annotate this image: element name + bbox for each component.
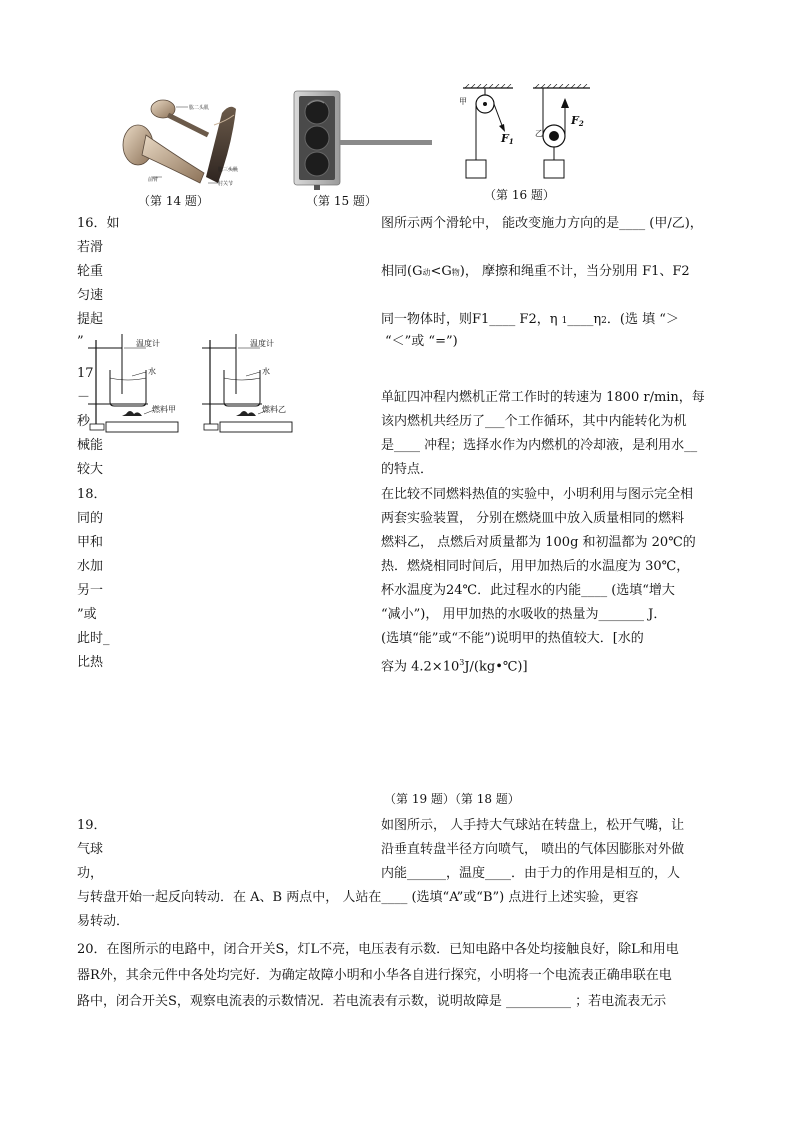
q20-line-2: 器R外，其余元件中各处均完好．为确定故障小明和小华各自进行探究，小明将一个电流表正确串联在电 [77, 968, 672, 983]
q17-right-5: 的特点． [381, 462, 434, 477]
q16-left-5: 提起 [77, 312, 104, 327]
q18-left-1: 18． [77, 487, 107, 502]
q18-right-6: “减小”)， 用甲加热的水吸收的热量为_______ J． [381, 607, 667, 622]
force-label-f1: F1 [501, 132, 514, 146]
q16-right-3: 相同(G动<G物)， 摩擦和绳重不计，当分别用 F1、F2 [381, 264, 690, 279]
q18-right-5: 杯水温度为24℃．此过程水的内能____ (选填“增大 [381, 583, 675, 598]
q17-left-1: 17 [77, 366, 94, 381]
q17-left-3: 秒 [77, 414, 91, 429]
caption-fig15: （第 15 题） [306, 194, 377, 208]
q19-right-3: 内能______，温度____．由于力的作用是相互的，人 [381, 866, 681, 881]
q17-right-4: 是____ 冲程；选择水作为内燃机的冷却液，是利用水__ [381, 438, 698, 453]
q18-right-8: 容为 $4.2\times 10^3J/(kg•℃)$] [381, 658, 528, 675]
q16-right-5: 同一物体时，则F1____ F2，η 1____η2．(选 填 “＞ [381, 312, 679, 327]
q18-left-2: 同的 [77, 511, 104, 526]
q18-left-8: 比热 [77, 655, 104, 670]
q18-right-4: 热．燃烧相同时间后，用甲加热后的水温度为 30℃， [381, 559, 690, 574]
q19-line-4: 与转盘开始一起反向转动．在 A、B 两点中， 人站在____ (选填“A”或“B”) 点进行上述实验，更容 [77, 890, 639, 905]
arm-label-forearm: 前臂 [148, 177, 159, 183]
apparatus-a-fuel-label: 燃料甲 [152, 405, 176, 414]
apparatus-a-thermometer-label: 温度计 [136, 339, 160, 348]
q18-left-5: 另一 [77, 583, 104, 598]
q18-right-3: 燃料乙， 点燃后对质量都为 100g 和初温都为 20℃的 [381, 535, 696, 550]
q16-left-3: 轮重 [77, 264, 104, 279]
q17-left-5: 较大 [77, 462, 104, 477]
q18-left-7: 此时_ [77, 631, 110, 646]
q18-right-1: 在比较不同燃料热值的实验中，小明利用与图示完全相 [381, 487, 694, 502]
q20-line-3: 路中，闭合开关S，观察电流表的示数情况．若电流表有示数，说明故障是 __________ ；若电流表无示 [77, 994, 667, 1009]
q16-left-2: 若滑 [77, 240, 104, 255]
q19-left-2: 气球 [77, 842, 104, 857]
q17-left-2: － [77, 390, 91, 405]
apparatus-a-water-label: 水 [148, 367, 156, 376]
traffic-light-figure [290, 85, 435, 190]
q16-right-1: 图所示两个滑轮中， 能改变施力方向的是____ (甲/乙)， [381, 216, 703, 231]
q18-right-7: (选填“能”或“不能”)说明甲的热值较大．[水的 [381, 631, 644, 646]
pulley-label-yi: 乙 [535, 129, 543, 138]
q16-right-6: “＜”或 “=”) [385, 334, 458, 349]
fuel-heating-apparatus-figure [86, 326, 296, 438]
q16-left-4: 匀速 [77, 288, 104, 303]
q17-right-2: 单缸四冲程内燃机正常工作时的转速为 1800 r/min，每 [381, 390, 705, 405]
q17-left-4: 械能 [77, 438, 104, 453]
apparatus-b-fuel-label: 燃料乙 [262, 405, 286, 414]
q17-right-3: 该内燃机共经历了___个工作循环，其中内能转化为机 [381, 414, 687, 429]
arm-muscle-figure [118, 95, 258, 190]
force-label-f2: F2 [571, 114, 584, 128]
apparatus-b-thermometer-label: 温度计 [250, 339, 274, 348]
caption-fig14: （第 14 题） [138, 194, 209, 208]
q16-left-1: 16．如 [77, 216, 120, 231]
pulley-figure [455, 84, 605, 188]
q18-left-4: 水加 [77, 559, 104, 574]
q20-line-1: 20．在图所示的电路中，闭合开关S，灯L不亮，电压表有示数．已知电路中各处均接触良好，除L和用电 [77, 942, 679, 957]
q19-left-3: 功， [77, 866, 104, 881]
caption-fig19-fig18: （第 19 题）（第 18 题） [384, 792, 520, 806]
q19-line-5: 易转动． [77, 914, 130, 929]
q19-right-1: 如图所示， 人手持大气球站在转盘上，松开气嘴，让 [381, 818, 685, 833]
q19-left-1: 19． [77, 818, 107, 833]
q19-right-2: 沿垂直转盘半径方向喷气， 喷出的气体因膨胀对外做 [381, 842, 685, 857]
caption-fig16: （第 16 题） [484, 188, 555, 202]
q16-left-6: ” [77, 334, 84, 349]
q18-left-3: 甲和 [77, 535, 104, 550]
q18-right-2: 两套实验装置， 分别在燃烧皿中放入质量相同的燃料 [381, 511, 685, 526]
apparatus-b-water-label: 水 [262, 367, 270, 376]
q18-left-6: ”或 [77, 607, 97, 622]
arm-label-elbow: 肘关节 [218, 181, 234, 187]
arm-label-triceps: 肱三头肌 [218, 167, 239, 173]
arm-label-biceps: 肱二头肌 [189, 105, 210, 111]
pulley-label-jia: 甲 [459, 97, 467, 106]
